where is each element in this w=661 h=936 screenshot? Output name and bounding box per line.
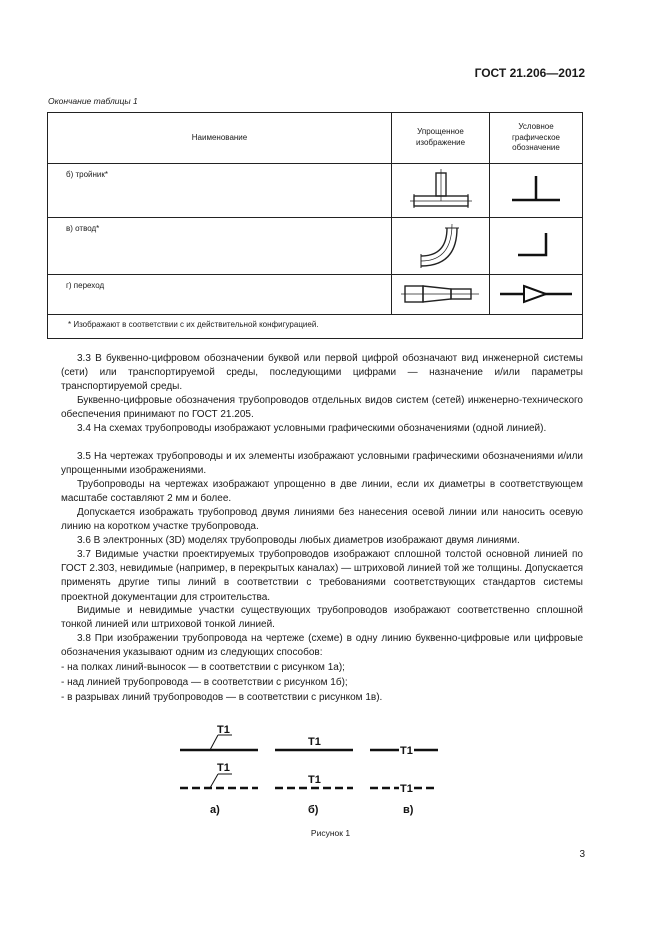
bend-simplified-icon <box>392 218 490 275</box>
label-t1: Т1 <box>217 724 230 736</box>
label-t1: Т1 <box>400 745 413 757</box>
paragraph-3-6: 3.6 В электронных (3D) моделях трубопроводы любых диаметров изображают двумя линиями. <box>77 535 520 546</box>
paragraph-3-4: 3.4 На схемах трубопроводы изображают условными графическими обозначениями (одной линией). <box>77 423 547 434</box>
reducer-simplified-icon <box>392 275 490 315</box>
list-item: - над линией трубопровода — в соответствии с рисунком 1б); <box>61 677 348 688</box>
table-row <box>48 275 583 315</box>
standard-header: ГОСТ 21.206—2012 <box>474 66 585 80</box>
label-t1: Т1 <box>308 736 321 748</box>
paragraph: Трубопроводы на чертежах изображают упрощенно в две линии, если их диаметры в соответствующем масштабе составляют 2 мм и более. <box>61 479 583 505</box>
paragraph-3-7: 3.7 Видимые участки проектируемых трубопроводов изображают сплошной толстой основной линией по ГОСТ 2.303, невидимые (например, в перекрытых каналах) — штриховой линией той же толщины. Допускается применять другие типы линий в соответствии с требованиями соответствующих стандартов системы проектной документации для строительства. <box>61 549 583 603</box>
row-name: г) переход <box>48 275 392 315</box>
bend-symbol-icon <box>490 218 583 275</box>
paragraph: Видимые и невидимые участки существующих трубопроводов изображают соответственно сплошной тонкой линией или штриховой тонкой линией. <box>61 605 583 631</box>
subfigure-b-label: б) <box>308 804 319 816</box>
figure-caption: Рисунок 1 <box>310 828 351 838</box>
table-footnote-row <box>48 315 583 339</box>
table-header-row <box>48 113 583 164</box>
tee-symbol-icon <box>490 164 583 218</box>
table-footnote: * Изображают в соответствии с их действительной конфигурацией. <box>48 315 583 339</box>
col-header-symbol: Условное графическое обозначение <box>490 113 583 164</box>
col-header-name: Наименование <box>48 113 392 164</box>
list-item: - на полках линий-выносок — в соответствии с рисунком 1а); <box>61 662 345 673</box>
table-caption: Окончание таблицы 1 <box>48 96 138 106</box>
figure-1 <box>170 722 440 822</box>
label-t1: Т1 <box>217 762 230 774</box>
table-row <box>48 218 583 275</box>
paragraph-3-8: 3.8 При изображении трубопровода на чертеже (схеме) в одну линию буквенно-цифровые или цифровые обозначения указывают одним из следующих способов: <box>61 633 583 659</box>
row-name: в) отвод* <box>48 218 392 275</box>
paragraph-3-5: 3.5 На чертежах трубопроводы и их элементы изображают условными графическими обозначениями и/или упрощенными изображениями. <box>61 451 583 477</box>
tee-simplified-icon <box>392 164 490 218</box>
list-item: - в разрывах линий трубопроводов — в соответствии с рисунком 1в). <box>61 692 383 703</box>
label-t1: Т1 <box>308 774 321 786</box>
row-name: б) тройник* <box>48 164 392 218</box>
col-header-simplified: Упрощенное изображение <box>392 113 490 164</box>
paragraph: Буквенно-цифровые обозначения трубопроводов отдельных видов систем (сетей) инженерно-технического обеспечения принимают по ГОСТ 21.205. <box>61 395 583 421</box>
page-number: 3 <box>579 849 585 860</box>
subfigure-a-label: а) <box>210 804 220 816</box>
table-row <box>48 164 583 218</box>
symbols-table <box>47 112 583 339</box>
reducer-symbol-icon <box>490 275 583 315</box>
paragraph: Допускается изображать трубопровод двумя линиями без нанесения осевой линии или наносить осевую линию на коротком участке трубопровода. <box>61 507 583 533</box>
subfigure-c-label: в) <box>403 804 414 816</box>
label-t1: Т1 <box>400 783 413 795</box>
paragraph-3-3: 3.3 В буквенно-цифровом обозначении буквой или первой цифрой обозначают вид инженерной системы (сети) или транспортируемой среды, последующими цифрами — назначение и/или параметры транспортируемой среды. <box>61 353 583 393</box>
